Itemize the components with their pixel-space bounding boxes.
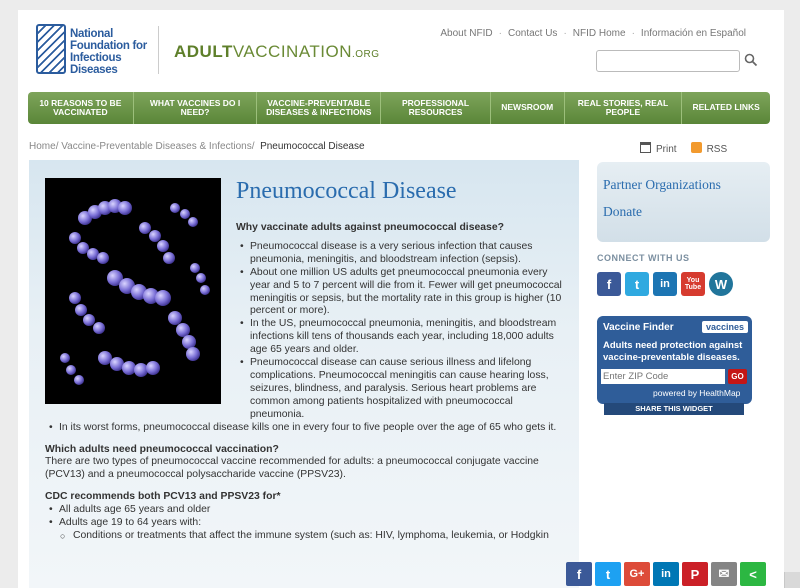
top-link-contact[interactable]: Contact Us <box>507 28 558 39</box>
vaccine-finder-widget <box>597 316 752 404</box>
main-nav <box>28 92 770 124</box>
site-name-light: VACCINATION <box>232 42 352 61</box>
nav-related-links[interactable]: RELATED LINKS <box>692 102 760 113</box>
powered-by-text: powered by HealthMap <box>653 388 741 398</box>
nfid-logo-icon[interactable] <box>36 24 66 74</box>
logo-line: National <box>70 28 113 40</box>
nav-newsroom[interactable]: NEWSROOM <box>491 92 565 124</box>
list-item: • In its worst forms, pneumococcal disease kills one in every four to five people over the age of 65 who gets it. <box>45 422 565 435</box>
list-item: • In the US, pneumococcal pneumonia, meningitis, and bloodstream infections kill tens of thousands each year, including 18,000 adults age 65 years and older. <box>236 318 565 357</box>
reasons-list <box>236 241 565 422</box>
article-body <box>45 222 565 543</box>
list-item: • About one million US adults get pneumococcal pneumonia every year and 5 to 7 percent will die from it. Fewer will get pneumococcal meningitis or sepsis, but the mortality rate in this group is higher (10 percent or more). <box>236 267 565 319</box>
zip-code-input[interactable] <box>601 369 725 384</box>
section-heading: Why vaccinate adults against pneumococcal disease? <box>236 222 504 233</box>
nav-professional-resources[interactable]: PROFESSIONAL RESOURCES <box>381 92 491 124</box>
list-item: • Pneumococcal disease can cause serious illness and lifelong complications. Pneumococcal meningitis can cause hearing loss, seizures, blindness, and paralysis. Serious heart problems are common among patients hospitalized with pneumococcal pneumonia. <box>236 357 565 422</box>
paragraph: There are two types of pneumococcal vaccine recommended for adults: a pneumococcal conjugate vaccine (PCV13) and a pneumococcal polysaccharide vaccine (PPSV23). <box>45 456 539 481</box>
linkedin-icon[interactable]: in <box>653 562 679 586</box>
list-item: ○ Conditions or treatments that affect the immune system (such as: HIV, lymphoma, leukemia, or Hodgkin <box>45 530 565 543</box>
breadcrumb-current: Pneumococcal Disease <box>260 141 365 152</box>
top-links: About NFID · Contact Us · NFID Home · Información en Español <box>440 28 746 39</box>
vaccines-badge: vaccines <box>702 321 748 333</box>
linkedin-icon[interactable]: in <box>653 272 677 296</box>
rss-link[interactable] <box>691 142 728 155</box>
google-plus-icon[interactable]: G+ <box>624 562 650 586</box>
sidebar-links <box>597 162 770 242</box>
list-item: • All adults age 65 years and older <box>45 504 565 517</box>
page-tools <box>640 142 727 155</box>
wordpress-icon[interactable]: W <box>709 272 733 296</box>
search-input[interactable] <box>596 50 740 72</box>
nfid-logo-text[interactable] <box>70 28 162 76</box>
nav-real-stories[interactable]: REAL STORIES, REAL PEOPLE <box>565 92 683 124</box>
print-icon <box>640 142 651 153</box>
email-icon[interactable]: ✉ <box>711 562 737 586</box>
main-content <box>29 160 579 588</box>
section-heading: CDC recommends both PCV13 and PPSV23 for* <box>45 491 281 503</box>
facebook-icon[interactable]: f <box>597 272 621 296</box>
page-title: Pneumococcal Disease <box>236 178 457 204</box>
top-link-nfid-home[interactable]: NFID Home <box>572 28 626 39</box>
share-widget-button[interactable]: SHARE THIS WIDGET <box>604 403 744 415</box>
rss-icon <box>691 142 702 153</box>
go-button[interactable]: GO <box>728 369 747 384</box>
site-logo[interactable] <box>174 42 380 62</box>
floating-share-bar <box>566 562 766 586</box>
nav-vaccine-preventable[interactable]: VACCINE-PREVENTABLE DISEASES & INFECTIONS <box>257 92 381 124</box>
nav-10-reasons[interactable]: 10 REASONS TO BE VACCINATED <box>28 92 134 124</box>
twitter-icon[interactable]: t <box>595 562 621 586</box>
list-item: • Pneumococcal disease is a very serious infection that causes pneumonia, meningitis, and bloodstream infection (sepsis). <box>236 241 565 267</box>
search-icon[interactable] <box>744 53 758 67</box>
logo-line: Infectious <box>70 52 122 64</box>
top-link-about[interactable]: About NFID <box>440 28 493 39</box>
section-heading: Which adults need pneumococcal vaccination? <box>45 443 279 455</box>
social-links <box>597 272 733 296</box>
rss-label: RSS <box>706 144 728 155</box>
logo-divider <box>158 26 159 74</box>
print-link[interactable] <box>640 142 677 155</box>
vaccine-finder-title: Vaccine Finder <box>603 322 674 333</box>
share-icon[interactable]: < <box>740 562 766 586</box>
page <box>18 10 784 588</box>
logo-line: Foundation for <box>70 40 147 52</box>
vaccine-finder-description: Adults need protection against vaccine-preventable diseases. <box>603 340 743 363</box>
nav-what-vaccines[interactable]: WHAT VACCINES DO I NEED? <box>134 92 258 124</box>
logo-line: Diseases <box>70 64 118 76</box>
twitter-icon[interactable]: t <box>625 272 649 296</box>
list-item: • Adults age 19 to 64 years with: <box>45 517 565 530</box>
connect-heading: CONNECT WITH US <box>597 253 690 263</box>
site-name-bold: ADULT <box>174 42 233 61</box>
print-label: Print <box>656 144 677 155</box>
facebook-icon[interactable]: f <box>566 562 592 586</box>
partner-organizations-link[interactable]: Partner Organizations <box>603 177 721 192</box>
breadcrumb-home[interactable]: Home <box>29 141 56 152</box>
breadcrumb: Home/ Vaccine-Preventable Diseases & Infections/ Pneumococcal Disease <box>29 141 365 152</box>
site-name-tld: .ORG <box>352 49 380 60</box>
breadcrumb-parent[interactable]: Vaccine-Preventable Diseases & Infections <box>61 141 252 152</box>
scroll-corner <box>784 572 800 588</box>
youtube-icon[interactable]: You Tube <box>681 272 705 296</box>
donate-link[interactable]: Donate <box>603 204 642 219</box>
top-link-espanol[interactable]: Información en Español <box>640 28 746 39</box>
pinterest-icon[interactable]: P <box>682 562 708 586</box>
